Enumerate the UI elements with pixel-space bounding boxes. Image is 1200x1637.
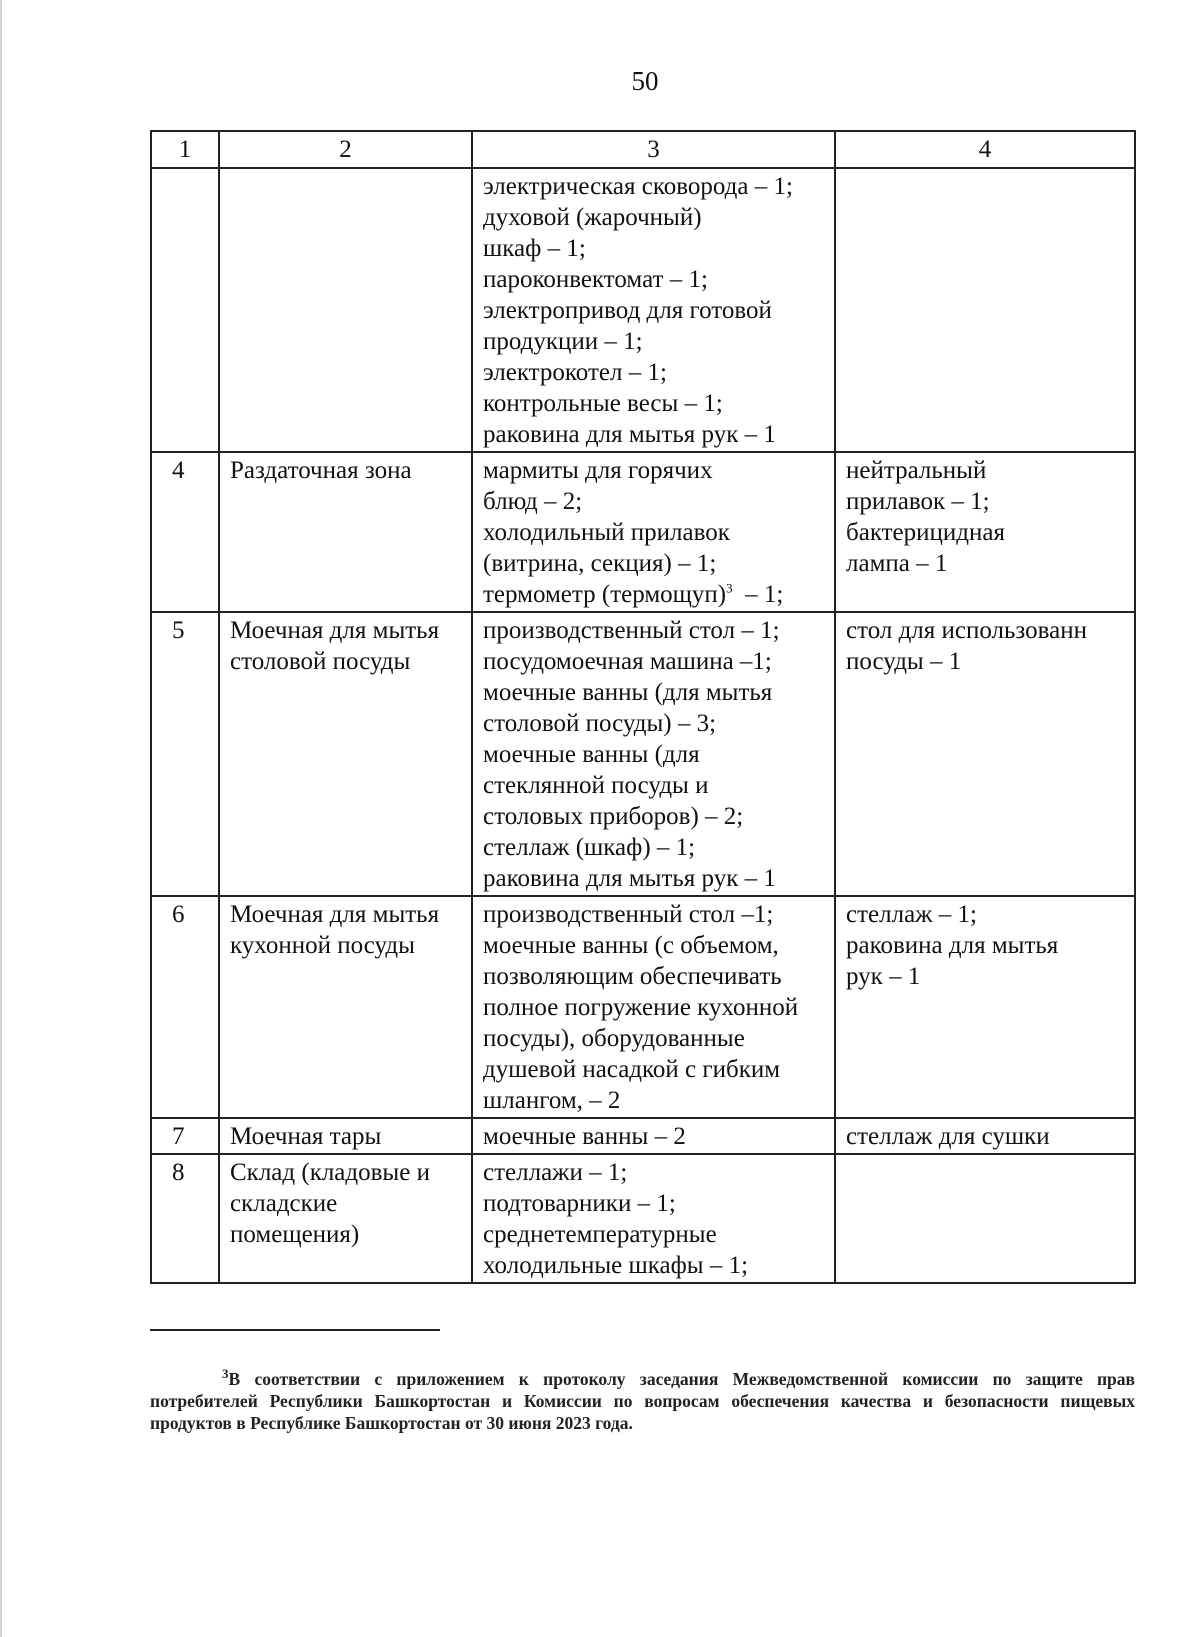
equipment-line: стеклянной посуды и — [483, 772, 709, 799]
additional-line: стеллаж – 1; — [846, 901, 977, 928]
equipment-line: электрическая сковорода – 1; — [483, 173, 793, 200]
additional-line: бактерицидная — [846, 519, 1005, 546]
footnote-text: В соответствии с приложением к протоколу заседания Межведомственной комиссии по защите прав потребителей Республики Башкортостан и Комиссии по вопросам обеспечения качества и безопасности пищевых продуктов в Республике Башкортостан от 30 июня 2023 года. — [150, 1369, 1135, 1433]
equipment-line: электрокотел – 1; — [483, 359, 667, 386]
additional-line: стол для использованн — [846, 617, 1087, 644]
footnote-marker: 3 — [222, 1366, 229, 1382]
additional-line: раковина для мытья — [846, 932, 1059, 959]
row-number: 7 — [151, 1118, 219, 1154]
additional-line: рук – 1 — [846, 963, 921, 990]
equipment-line: блюд – 2; — [483, 488, 583, 515]
equipment-cell — [472, 1154, 835, 1283]
zone-line: Склад (кладовые и — [230, 1159, 430, 1186]
equipment-line: шлангом, – 2 — [483, 1087, 621, 1114]
equipment-cell — [472, 452, 835, 612]
row-number: 6 — [151, 896, 219, 1118]
zone-line: Моечная тары — [230, 1123, 382, 1150]
equipment-line: моечные ванны – 2 — [483, 1123, 686, 1150]
footnote — [150, 1368, 1135, 1434]
additional-line: стеллаж для сушки — [846, 1123, 1050, 1150]
table-row — [151, 1118, 1135, 1154]
equipment-line: подтоварники – 1; — [483, 1190, 676, 1217]
table-header-row — [151, 131, 1135, 168]
zone-cell — [219, 168, 472, 452]
equipment-line: пароконвектомат – 1; — [483, 266, 708, 293]
equipment-line: моечные ванны (для — [483, 741, 700, 768]
footnote-separator — [150, 1329, 440, 1331]
zone-line: Раздаточная зона — [230, 457, 412, 484]
zone-cell — [219, 1154, 472, 1283]
equipment-line: душевой насадкой с гибким — [483, 1056, 781, 1083]
additional-cell — [835, 452, 1135, 612]
equipment-line: стеллаж (шкаф) – 1; — [483, 834, 696, 861]
equipment-line: раковина для мытья рук – 1 — [483, 865, 776, 892]
equipment-line: раковина для мытья рук – 1 — [483, 421, 776, 448]
equipment-line: позволяющим обеспечивать — [483, 963, 782, 990]
zone-cell — [219, 612, 472, 896]
equipment-line: продукции – 1; — [483, 328, 643, 355]
equipment-cell — [472, 612, 835, 896]
equipment-line: столовых приборов) – 2; — [483, 803, 744, 830]
column-header-1: 1 — [151, 131, 219, 168]
equipment-line: духовой (жарочный) — [483, 204, 702, 231]
zone-line: кухонной посуды — [230, 932, 415, 959]
thermometer-text: термометр (термощуп) — [483, 581, 727, 608]
page-number: 50 — [631, 66, 659, 96]
additional-line: лампа – 1 — [846, 550, 948, 577]
additional-line: прилавок – 1; — [846, 488, 990, 515]
equipment-line-with-footnote — [483, 579, 826, 610]
row-number: 8 — [151, 1154, 219, 1283]
table-row — [151, 1154, 1135, 1283]
additional-line: посуды – 1 — [846, 648, 962, 675]
equipment-line: посудомоечная машина –1; — [483, 648, 772, 675]
table-row — [151, 896, 1135, 1118]
table-row — [151, 168, 1135, 452]
equipment-line: шкаф – 1; — [483, 235, 586, 262]
row-number — [151, 168, 219, 452]
equipment-line: (витрина, секция) – 1; — [483, 550, 717, 577]
additional-cell — [835, 168, 1135, 452]
thermometer-count: – 1; — [732, 581, 784, 608]
additional-cell — [835, 612, 1135, 896]
scan-edge — [0, 0, 2, 1637]
additional-cell — [835, 1118, 1135, 1154]
equipment-line: моечные ванны (для мытья — [483, 679, 773, 706]
equipment-table — [150, 130, 1136, 1284]
equipment-cell — [472, 168, 835, 452]
equipment-line: холодильные шкафы – 1; — [483, 1252, 749, 1279]
equipment-line: посуды), оборудованные — [483, 1025, 745, 1052]
equipment-cell — [472, 896, 835, 1118]
table-row — [151, 612, 1135, 896]
additional-line: нейтральный — [846, 457, 987, 484]
zone-line: складские — [230, 1190, 338, 1217]
equipment-line: стеллажи – 1; — [483, 1159, 628, 1186]
row-number: 5 — [151, 612, 219, 896]
zone-cell — [219, 896, 472, 1118]
equipment-line: холодильный прилавок — [483, 519, 730, 546]
equipment-line: среднетемпературные — [483, 1221, 717, 1248]
equipment-line: столовой посуды) – 3; — [483, 710, 717, 737]
zone-line: Моечная для мытья — [230, 617, 440, 644]
equipment-line: производственный стол – 1; — [483, 617, 780, 644]
equipment-line: производственный стол –1; — [483, 901, 774, 928]
column-header-3: 3 — [472, 131, 835, 168]
zone-cell — [219, 1118, 472, 1154]
row-number: 4 — [151, 452, 219, 612]
zone-cell — [219, 452, 472, 612]
zone-line: Моечная для мытья — [230, 901, 440, 928]
additional-cell — [835, 1154, 1135, 1283]
equipment-line: полное погружение кухонной — [483, 994, 799, 1021]
additional-cell — [835, 896, 1135, 1118]
equipment-line: электропривод для готовой — [483, 297, 772, 324]
equipment-line: мармиты для горячих — [483, 457, 713, 484]
zone-line: помещения) — [230, 1221, 360, 1248]
table-row — [151, 452, 1135, 612]
footnote-marker: 3 — [726, 580, 733, 596]
zone-line: столовой посуды — [230, 648, 411, 675]
column-header-4: 4 — [835, 131, 1135, 168]
column-header-2: 2 — [219, 131, 472, 168]
equipment-line: моечные ванны (с объемом, — [483, 932, 779, 959]
equipment-cell — [472, 1118, 835, 1154]
equipment-line: контрольные весы – 1; — [483, 390, 723, 417]
